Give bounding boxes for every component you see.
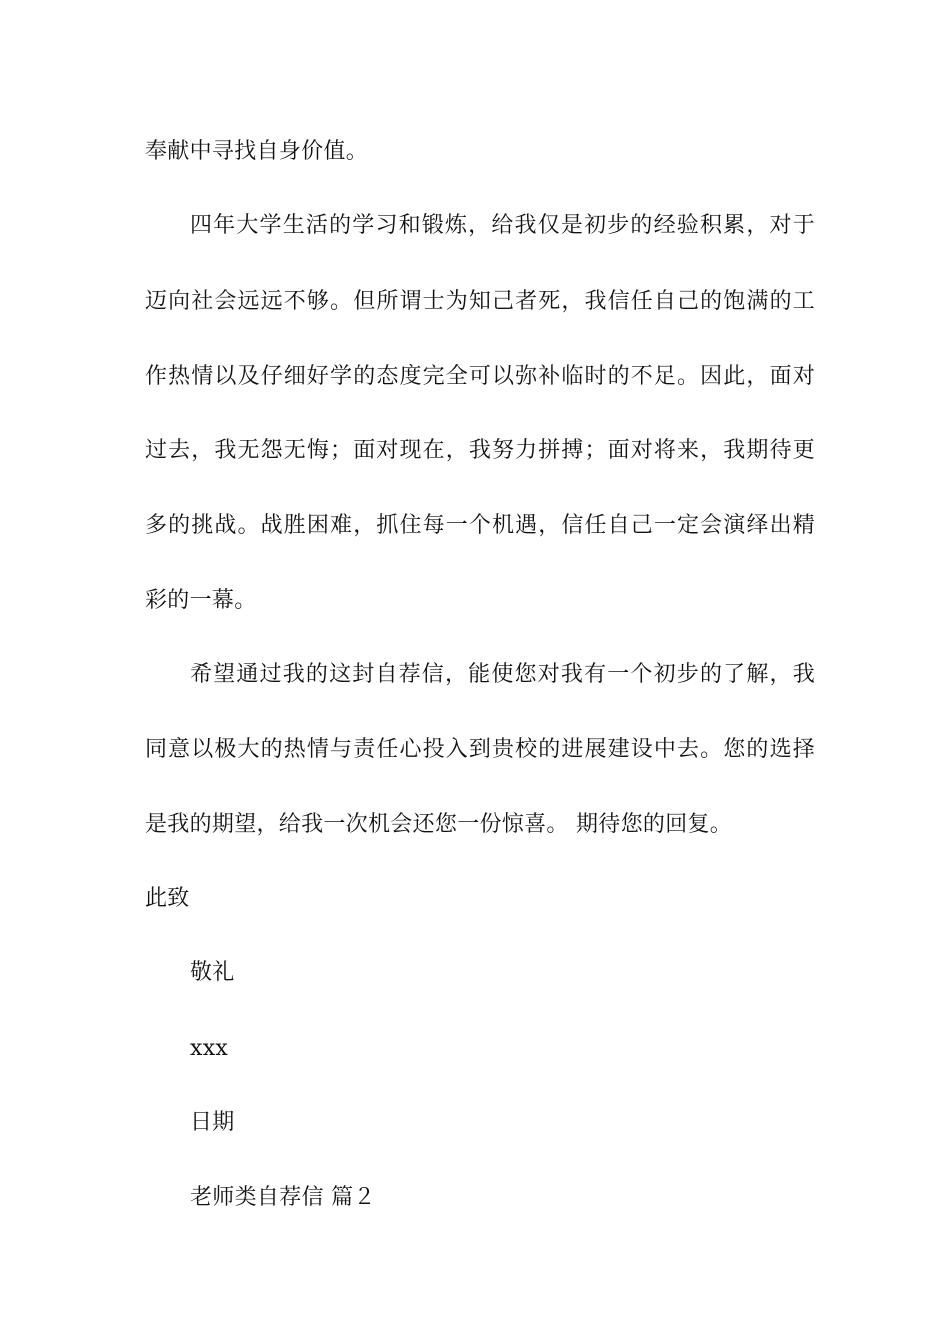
paragraph-line-3: 迈向社会远远不够。但所谓士为知己者死，我信任自己的饱满的工 — [145, 289, 815, 314]
paragraph-line-10: 是我的期望，给我一次机会还您一份惊喜。 期待您的回复。 — [145, 812, 733, 837]
paragraph-line-8: 希望通过我的这封自荐信，能使您对我有一个初步的了解，我 — [190, 662, 815, 687]
paragraph-line-6: 多的挑战。战胜困难，抓住每一个机遇，信任自己一定会演绎出精 — [145, 513, 815, 538]
closing-regards: 敬礼 — [190, 960, 235, 985]
section-heading: 老师类自荐信 篇２ — [190, 1185, 376, 1210]
paragraph-line-4: 作热情以及仔细好学的态度完全可以弥补临时的不足。因此，面对 — [145, 364, 815, 389]
signature-date: 日期 — [190, 1110, 235, 1135]
paragraph-line-5: 过去，我无怨无悔；面对现在，我努力拼搏；面对将来，我期待更 — [145, 438, 815, 463]
signature-name: xxx — [190, 1036, 229, 1061]
closing-salutation: 此致 — [145, 886, 190, 911]
paragraph-line-7: 彩的一幕。 — [145, 588, 257, 613]
paragraph-line-9: 同意以极大的热情与责任心投入到贵校的进展建设中去。您的选择 — [145, 737, 815, 762]
paragraph-line-1: 奉献中寻找自身价值。 — [145, 139, 369, 164]
paragraph-line-2: 四年大学生活的学习和锻炼，给我仅是初步的经验积累，对于 — [190, 213, 815, 238]
